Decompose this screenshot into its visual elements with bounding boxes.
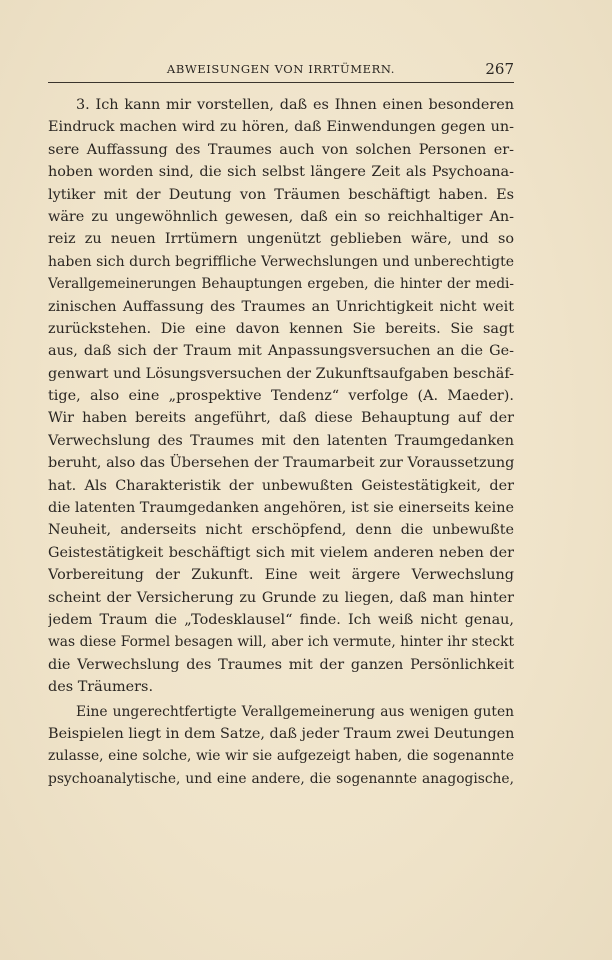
text-line: Beispielen liegt in dem Satze, daß jeder Traum zwei Deutungen	[48, 725, 514, 742]
paragraph	[48, 94, 514, 699]
text-line: zulasse, eine solche, wie wir sie aufgezeigt haben, die sogenannte	[48, 748, 514, 765]
text-line: Eine ungerechtfertigte Verallgemeinerung aus wenigen guten	[76, 703, 514, 720]
text-line: scheint der Versicherung zu Grunde zu liegen, daß man hinter	[48, 589, 514, 606]
text-line: Verallgemeinerungen Behauptungen ergeben, die hinter der medi-	[48, 276, 514, 293]
running-head-title: ABWEISUNGEN VON IRRTÜMERN.	[166, 62, 396, 76]
text-line: zinischen Auffassung des Traumes an Unrichtigkeit nicht weit	[48, 298, 514, 315]
page-number: 267	[485, 60, 514, 78]
running-head	[48, 60, 514, 82]
text-line: reiz zu neuen Irrtümern ungenützt geblieben wäre, und so	[48, 231, 514, 248]
text-line: jedem Traum die „Todesklausel“ finde. Ich weiß nicht genau,	[48, 611, 514, 628]
text-line: die Verwechslung des Traumes mit der ganzen Persönlichkeit	[48, 656, 514, 673]
text-line: sere Auffassung des Traumes auch von solchen Personen er-	[48, 141, 514, 158]
text-line: Eindruck machen wird zu hören, daß Einwendungen gegen un-	[48, 119, 514, 136]
text-line: 3. Ich kann mir vorstellen, daß es Ihnen einen besonderen	[76, 97, 514, 113]
text-line: hoben worden sind, die sich selbst längere Zeit als Psychoana-	[48, 164, 514, 181]
header-rule	[48, 82, 514, 83]
text-line: Geistestätigkeit beschäftigt sich mit vielem anderen neben der	[48, 544, 514, 561]
text-line: was diese Formel besagen will, aber ich vermute, hinter ihr steckt	[48, 634, 514, 651]
text-line: hat. Als Charakteristik der unbewußten Geistestätigkeit, der	[48, 477, 514, 494]
text-line: psychoanalytische, und eine andere, die sogenannte anagogische,	[48, 770, 514, 787]
text-line: die latenten Traumgedanken angehören, ist sie einerseits keine	[48, 500, 514, 517]
text-line: Wir haben bereits angeführt, daß diese Behauptung auf der	[48, 410, 514, 427]
text-line: aus, daß sich der Traum mit Anpassungsversuchen an die Ge-	[48, 343, 514, 360]
text-line: Neuheit, anderseits nicht erschöpfend, denn die unbewußte	[48, 522, 514, 539]
text-line: zurückstehen. Die eine davon kennen Sie bereits. Sie sagt	[48, 320, 514, 337]
text-line: genwart und Lösungsversuchen der Zukunftsaufgaben beschäf-	[48, 365, 514, 382]
text-line: Verwechslung des Traumes mit den latenten Traumgedanken	[48, 432, 514, 449]
body-text	[48, 94, 514, 790]
text-line: haben sich durch begriffliche Verwechslungen und unberechtigte	[48, 253, 514, 270]
paragraph	[48, 701, 514, 791]
text-line: des Träumers.	[48, 679, 154, 696]
text-line: beruht, also das Übersehen der Traumarbeit zur Voraussetzung	[48, 455, 514, 472]
text-line: Vorbereitung der Zukunft. Eine weit ärgere Verwechslung	[48, 567, 514, 584]
text-line: wäre zu ungewöhnlich gewesen, daß ein so reichhaltiger An-	[48, 208, 514, 225]
text-line: lytiker mit der Deutung von Träumen beschäftigt haben. Es	[48, 186, 514, 203]
text-line: tige, also eine „prospektive Tendenz“ verfolge (A. Maeder).	[48, 388, 514, 405]
